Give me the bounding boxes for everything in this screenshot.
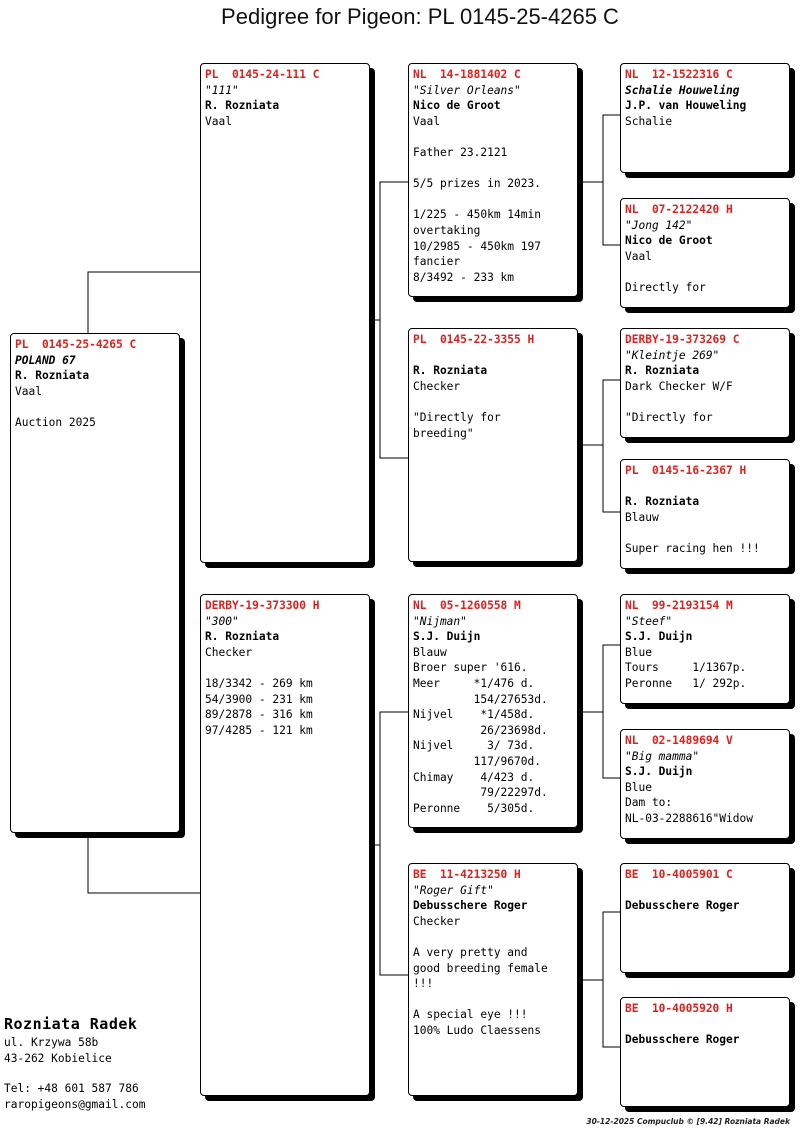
ring-number: PL 0145-24-111 C [205,68,320,81]
ring-number: NL 99-2193154 M [625,599,733,612]
note-line: 5/5 prizes in 2023. [413,177,541,191]
pigeon-name: "Silver Orleans" [413,83,521,97]
note-line: Nijvel *1/458d. [413,708,535,722]
color: Vaal [15,384,42,398]
pigeon-name [625,883,785,899]
note-line: A very pretty and [413,945,528,959]
ring-number: BE 10-4005920 H [625,1002,733,1015]
owner: J.P. van Houweling [625,99,747,113]
note-line: Peronne 1/ 292p. [625,676,747,690]
note-line: A special eye !!! [413,1008,528,1022]
note-line: Super racing hen !!! [625,541,760,555]
note-line [413,192,573,208]
breeder-city: 43-262 Kobielice [4,1052,112,1065]
ring-number: BE 10-4005901 C [625,868,733,881]
pigeon-name [625,1017,785,1033]
note-line [625,525,785,541]
ring-number: NL 14-1881402 C [413,68,521,81]
owner: R. Rozniata [15,369,90,383]
note-line: 8/3492 - 233 km [413,270,515,284]
pigeon-name: "Roger Gift" [413,883,494,897]
owner: Debusschere Roger [625,1033,740,1047]
owner: R. Rozniata [625,495,700,509]
page-title: Pedigree for Pigeon: PL 0145-25-4265 C [221,4,619,29]
pigeon-name [625,479,785,495]
ring-number: NL 02-1489694 V [625,734,733,747]
pedigree-card-mother[interactable] [200,594,370,1096]
note-line [205,660,365,676]
color: Vaal [625,249,652,263]
connector-father-dam [380,320,410,458]
owner: R. Rozniata [205,630,280,644]
ring-number: NL 12-1522316 C [625,68,733,81]
pedigree-card-mfm[interactable] [620,729,790,839]
ring-number: NL 07-2122420 H [625,203,733,216]
note-line: Chimay 4/423 d. [413,770,535,784]
ring-number: BE 11-4213250 H [413,868,521,881]
color: Blauw [625,510,659,524]
note-line: overtaking [413,223,481,237]
pedigree-card-dam-of-sire[interactable] [408,328,578,562]
note-line: 154/27653d. [413,692,548,706]
breeder-street: ul. Krzywa 58b [4,1036,99,1049]
pigeon-name [413,348,573,364]
note-line [625,264,785,280]
owner: Debusschere Roger [625,899,740,913]
pedigree-card-fmf[interactable] [620,328,790,438]
ring-number: DERBY-19-373300 H [205,599,320,612]
note-line: 97/4285 - 121 km [205,723,313,737]
pedigree-card-subject[interactable] [10,333,180,833]
owner: Nico de Groot [625,234,713,248]
color: Checker [205,645,253,659]
note-line [413,161,573,177]
note-line: NL-03-2288616"Widow [625,811,753,825]
note-line: 89/2878 - 316 km [205,708,313,722]
pedigree-card-father[interactable] [200,63,370,563]
note-line: !!! [413,977,434,991]
breeder-phone: Tel: +48 601 587 786 [4,1082,139,1095]
pigeon-name: "Jong 142" [625,218,693,232]
color: Blauw [413,645,447,659]
color: Vaal [413,114,440,128]
pedigree-card-fmm[interactable] [620,459,790,569]
footer-credit: 30-12-2025 Compuclub © [9.42] Rozniata Radek [586,1117,790,1126]
owner: S.J. Duijn [625,765,693,779]
owner: S.J. Duijn [625,630,693,644]
color: Checker [413,379,461,393]
note-line [15,399,175,415]
note-line: 26/23698d. [413,723,548,737]
pedigree-card-fff[interactable] [620,63,790,173]
pedigree-card-sire-of-sire[interactable] [408,63,578,297]
note-line: 18/3342 - 269 km [205,676,313,690]
breeder-contact [4,1013,145,1113]
color: Dark Checker W/F [625,379,733,393]
ring-number: DERBY-19-373269 C [625,333,740,346]
note-line: Nijvel 3/ 73d. [413,739,535,753]
connector-mother-sire [380,712,410,845]
owner: R. Rozniata [205,99,280,113]
owner: Nico de Groot [413,99,501,113]
note-line: Auction 2025 [15,415,96,429]
pedigree-card-sire-of-dam[interactable] [408,594,578,828]
pedigree-card-mff[interactable] [620,594,790,704]
note-line: Tours 1/1367p. [625,661,747,675]
note-line [413,992,573,1008]
note-line [413,929,573,945]
note-line: 79/22297d. [413,786,548,800]
note-line [413,129,573,145]
ring-number: NL 05-1260558 M [413,599,521,612]
pigeon-name: "Steef" [625,614,673,628]
note-line: 1/225 - 450km 14min [413,208,541,222]
note-line: "Directly for [625,410,713,424]
note-line: 54/3900 - 231 km [205,692,313,706]
note-line: Broer super '616. [413,661,528,675]
connector-subject-father [88,272,200,333]
color: Vaal [205,114,232,128]
pigeon-name: "Kleintje 269" [625,348,720,362]
pedigree-card-mmm[interactable] [620,997,790,1107]
note-line: 117/9670d. [413,754,541,768]
note-line: "Directly for [413,410,501,424]
pigeon-name: "300" [205,614,239,628]
connector-subject-mother [88,838,200,893]
note-line: fancier [413,255,461,269]
owner: R. Rozniata [625,364,700,378]
color: Checker [413,914,461,928]
owner: R. Rozniata [413,364,488,378]
connector-father-sire [380,182,410,320]
pigeon-name: "Nijman" [413,614,467,628]
note-line: breeding" [413,426,474,440]
breeder-email[interactable]: raropigeons@gmail.com [4,1098,146,1111]
note-line: Meer *1/476 d. [413,676,535,690]
note-line: Dam to: [625,796,673,810]
pigeon-name: POLAND 67 [15,353,76,367]
note-line: Father 23.2121 [413,145,508,159]
pedigree-card-mmf[interactable] [620,863,790,973]
owner: S.J. Duijn [413,630,481,644]
pigeon-name: "111" [205,83,239,97]
note-line [625,394,785,410]
note-line [413,394,573,410]
note-line: 10/2985 - 450km 197 [413,239,541,253]
note-line: good breeding female [413,961,548,975]
pedigree-card-dam-of-dam[interactable] [408,863,578,1096]
pedigree-card-ffm[interactable] [620,198,790,308]
owner: Debusschere Roger [413,899,528,913]
ring-number: PL 0145-25-4265 C [15,338,137,351]
ring-number: PL 0145-22-3355 H [413,333,535,346]
color: Schalie [625,114,673,128]
connector-mother-dam [380,845,410,975]
color: Blue [625,645,652,659]
breeder-name: Rozniata Radek [4,1015,138,1033]
color: Blue [625,780,652,794]
pigeon-name: "Big mamma" [625,749,700,763]
note-line: 100% Ludo Claessens [413,1023,541,1037]
ring-number: PL 0145-16-2367 H [625,464,747,477]
note-line: Peronne 5/305d. [413,801,535,815]
note-line: Directly for [625,280,706,294]
pigeon-name: Schalie Houweling [625,83,740,97]
